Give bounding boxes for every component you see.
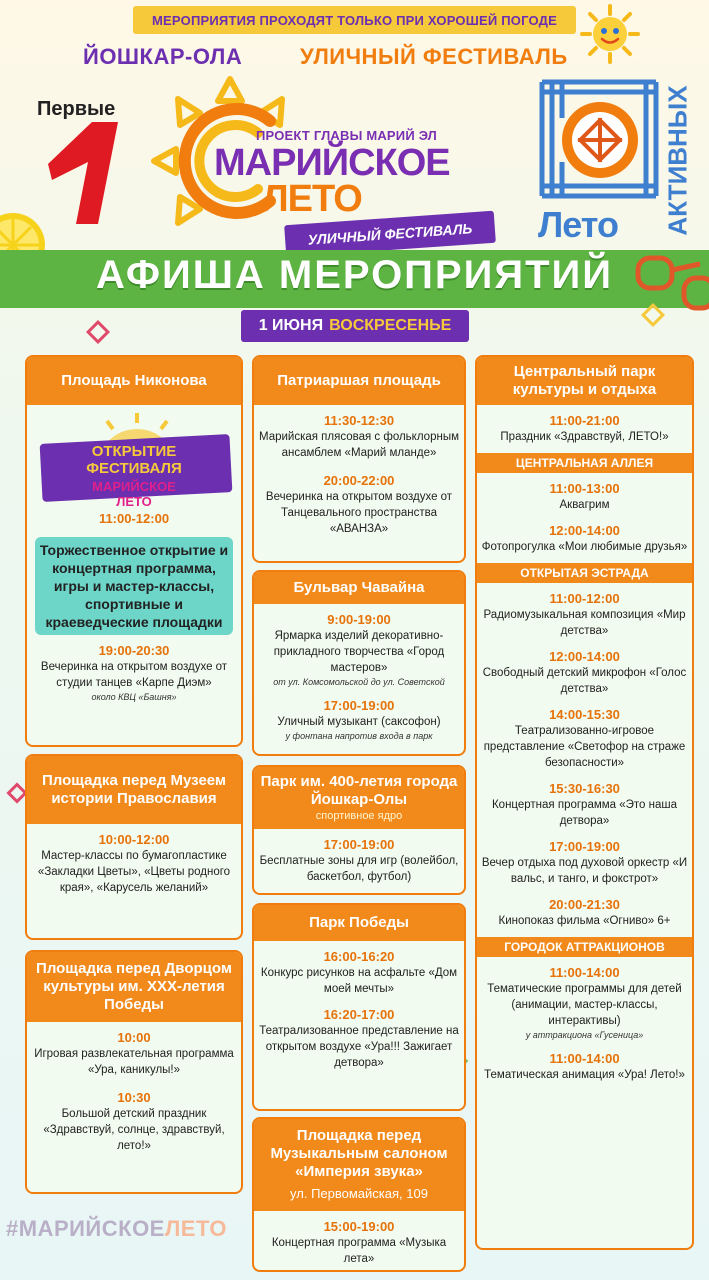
event-time: 10:00	[117, 1030, 151, 1045]
event	[477, 707, 692, 771]
opening-line1: ОТКРЫТИЕ	[91, 443, 177, 460]
event-desc: Мастер-классы по бумагопластике «Закладки Цветы», «Цветы родного края», «Карусель желаний»	[37, 850, 231, 894]
card-header	[254, 767, 464, 829]
event	[254, 612, 464, 688]
brand-line2: ЛЕТО	[262, 178, 362, 220]
event-time: 16:20-17:00	[323, 1007, 395, 1022]
event	[477, 781, 692, 829]
event	[254, 1007, 464, 1071]
pervye-label: Первые	[37, 98, 116, 120]
card-subtitle: спортивное ядро	[315, 810, 403, 822]
pervye-logo-icon	[40, 118, 130, 228]
event-desc: Вечеринка на открытом воздухе от студии танцев «Карпе Диэм»	[40, 661, 228, 689]
city-title: ЙОШКАР-ОЛА	[83, 44, 243, 69]
card-title: Площадь Никонова	[27, 357, 241, 405]
event	[477, 897, 692, 929]
event-time: 17:00-19:00	[323, 698, 395, 713]
event-desc: Концертная программа «Музыка лета»	[271, 1237, 447, 1265]
event	[477, 839, 692, 887]
event-desc: Праздник «Здравствуй, ЛЕТО!»	[500, 431, 669, 443]
event-desc: Игровая развлекательная программа «Ура, каникулы!»	[34, 1048, 234, 1076]
brand-line1: МАРИЙСКОЕ	[214, 142, 450, 184]
event	[27, 1030, 241, 1078]
event	[254, 473, 464, 537]
date-weekday: ВОСКРЕСЕНЬЕ	[329, 317, 452, 334]
event-desc: Уличный музыкант (саксофон)	[277, 716, 441, 728]
sun-mascot-icon	[580, 4, 640, 64]
event-time: 17:00-19:00	[323, 837, 395, 852]
card-title: Патриаршая площадь	[254, 357, 464, 405]
date-badge	[241, 310, 469, 342]
event	[27, 643, 241, 703]
event	[254, 698, 464, 742]
weather-notice: МЕРОПРИЯТИЯ ПРОХОДЯТ ТОЛЬКО ПРИ ХОРОШЕЙ ПОГОДЕ	[133, 6, 576, 34]
festival-banner: УЛИЧНЫЙ ФЕСТИВАЛЬ	[284, 211, 496, 258]
event-desc: Радиомузыкальная композиция «Мир детства»	[483, 609, 686, 637]
event-note: от ул. Комсомольской до ул. Советской	[273, 677, 445, 687]
event	[254, 1219, 464, 1267]
event-desc: Вечеринка на открытом воздухе от Танцевального пространства «АВАНЗА»	[265, 491, 453, 535]
event-desc: Концертная программа «Это наша детвора»	[491, 799, 678, 827]
hashtag	[6, 1216, 227, 1242]
page-title: АФИША МЕРОПРИЯТИЙ	[95, 253, 614, 297]
opening-line3: МАРИЙСКОЕ	[92, 479, 176, 494]
event-time: 20:00-21:30	[549, 897, 620, 912]
event	[254, 413, 464, 461]
diamond-deco-icon	[86, 320, 110, 344]
event-time: 15:00-19:00	[323, 1219, 395, 1234]
event-time: 10:00-12:00	[98, 832, 170, 847]
date-day: 1 ИЮНЯ	[258, 317, 324, 334]
event	[477, 523, 692, 555]
opening-line4: ЛЕТО	[116, 494, 152, 509]
diamond-deco-icon	[640, 302, 666, 328]
card-museum	[25, 754, 243, 940]
card-title: Парк Победы	[254, 905, 464, 941]
hashtag-part1: #МАРИЙСКОЕ	[6, 1216, 165, 1241]
event-desc: Фотопрогулка «Мои любимые друзья»	[481, 541, 688, 553]
event-desc: Театрализованное представление на открытом воздухе «Ура!!! Зажигает детвора»	[259, 1025, 459, 1069]
card-central-park	[475, 355, 694, 1250]
event-desc: Аквагрим	[559, 499, 610, 511]
event-desc: Ярмарка изделий декоративно-прикладного творчества «Город мастеров»	[273, 630, 445, 674]
event-desc: Вечер отдыха под духовой оркестр «И вальс, и танго, и фокстрот»	[481, 857, 688, 885]
aktivnyh-label: АКТИВНЫХ	[662, 85, 693, 236]
card-palace	[25, 950, 243, 1194]
event-note: у аттракциона «Гусеница»	[525, 1030, 644, 1040]
event-desc: Марийская плясовая с фольклорным ансамблем «Марий мланде»	[258, 431, 459, 459]
event-time: 12:00-14:00	[549, 523, 620, 538]
event-desc: Бесплатные зоны для игр (волейбол, баскетбол, футбол)	[259, 855, 459, 883]
event	[477, 1051, 692, 1083]
opening-time: 11:00-12:00	[98, 511, 170, 526]
event-time: 20:00-22:00	[323, 473, 395, 488]
card-chavain	[252, 570, 466, 756]
event	[27, 1090, 241, 1154]
card-header	[254, 1119, 464, 1211]
card-title: Центральный парк культуры и отдыха	[477, 357, 692, 405]
card-patriarch	[252, 355, 466, 563]
event-time: 9:00-19:00	[327, 612, 391, 627]
event-desc: Свободный детский микрофон «Голос детства»	[482, 667, 687, 695]
event	[477, 649, 692, 697]
card-pobedy	[252, 903, 466, 1111]
event-time: 11:00-14:00	[549, 1051, 620, 1066]
event-time: 10:30	[117, 1090, 151, 1105]
event-time: 12:00-14:00	[549, 649, 620, 664]
event-desc: Тематическая анимация «Ура! Лето!»	[484, 1069, 685, 1081]
section-header: ГОРОДОК АТТРАКЦИОНОВ	[477, 937, 692, 957]
opening-banner	[27, 405, 241, 531]
event-time: 11:00-12:00	[549, 591, 620, 606]
event	[254, 837, 464, 885]
event-desc: Кинопоказ фильма «Огниво» 6+	[498, 915, 671, 927]
event-note: у фонтана напротив входа в парк	[285, 731, 433, 741]
hashtag-part2: ЛЕТО	[164, 1216, 227, 1241]
event-desc: Театрализованно-игровое представление «Светофор на страже безопасности»	[483, 725, 686, 769]
card-nikonova	[25, 355, 243, 747]
section-header: ОТКРЫТАЯ ЭСТРАДА	[477, 563, 692, 583]
event-note: около КВЦ «Башня»	[91, 692, 177, 702]
event-time: 11:00-21:00	[549, 413, 620, 428]
event-time: 14:00-15:30	[549, 707, 620, 722]
event-time: 11:00-14:00	[549, 965, 620, 980]
event-time: 16:00-16:20	[323, 949, 395, 964]
event-time: 15:30-16:30	[549, 781, 620, 796]
event	[27, 832, 241, 896]
event-desc: Большой детский праздник «Здравствуй, солнце, здравствуй, лето!»	[43, 1108, 225, 1152]
project-label: ПРОЕКТ ГЛАВЫ МАРИЙ ЭЛ	[256, 128, 437, 143]
card-title: Площадка перед Музеем истории Православия	[27, 756, 241, 824]
event-desc: Конкурс рисунков на асфальте «Дом моей мечты»	[260, 967, 458, 995]
event	[477, 481, 692, 513]
card-address: ул. Первомайская, 109	[290, 1186, 428, 1201]
event-desc: Тематические программы для детей (анимации, мастер-классы, интерактивы)	[487, 983, 682, 1027]
event-time: 11:00-13:00	[549, 481, 620, 496]
opening-highlight: Торжественное открытие и концертная программа, игры и мастер-классы, спортивные и краеведческие площадки	[35, 537, 233, 635]
event	[477, 413, 692, 445]
event	[477, 965, 692, 1041]
event-time: 11:30-12:30	[323, 413, 395, 428]
card-title: Площадка перед Дворцом культуры им. XXX-летия Победы	[27, 952, 241, 1022]
opening-line2: ФЕСТИВАЛЯ	[86, 460, 182, 477]
card-title: Площадка перед Музыкальным салоном «Империя звука»	[270, 1127, 448, 1180]
event-time: 17:00-19:00	[549, 839, 620, 854]
card-title: Парк им. 400-летия города Йошкар-Олы	[260, 773, 458, 808]
section-header: ЦЕНТРАЛЬНАЯ АЛЛЕЯ	[477, 453, 692, 473]
festival-title: УЛИЧНЫЙ ФЕСТИВАЛЬ	[300, 44, 568, 69]
leto-label: Лето	[538, 204, 618, 245]
card-salon	[252, 1117, 466, 1272]
event	[254, 949, 464, 997]
event-time: 19:00-20:30	[98, 643, 170, 658]
event	[477, 591, 692, 639]
card-title: Бульвар Чавайна	[254, 572, 464, 604]
card-park400	[252, 765, 466, 895]
